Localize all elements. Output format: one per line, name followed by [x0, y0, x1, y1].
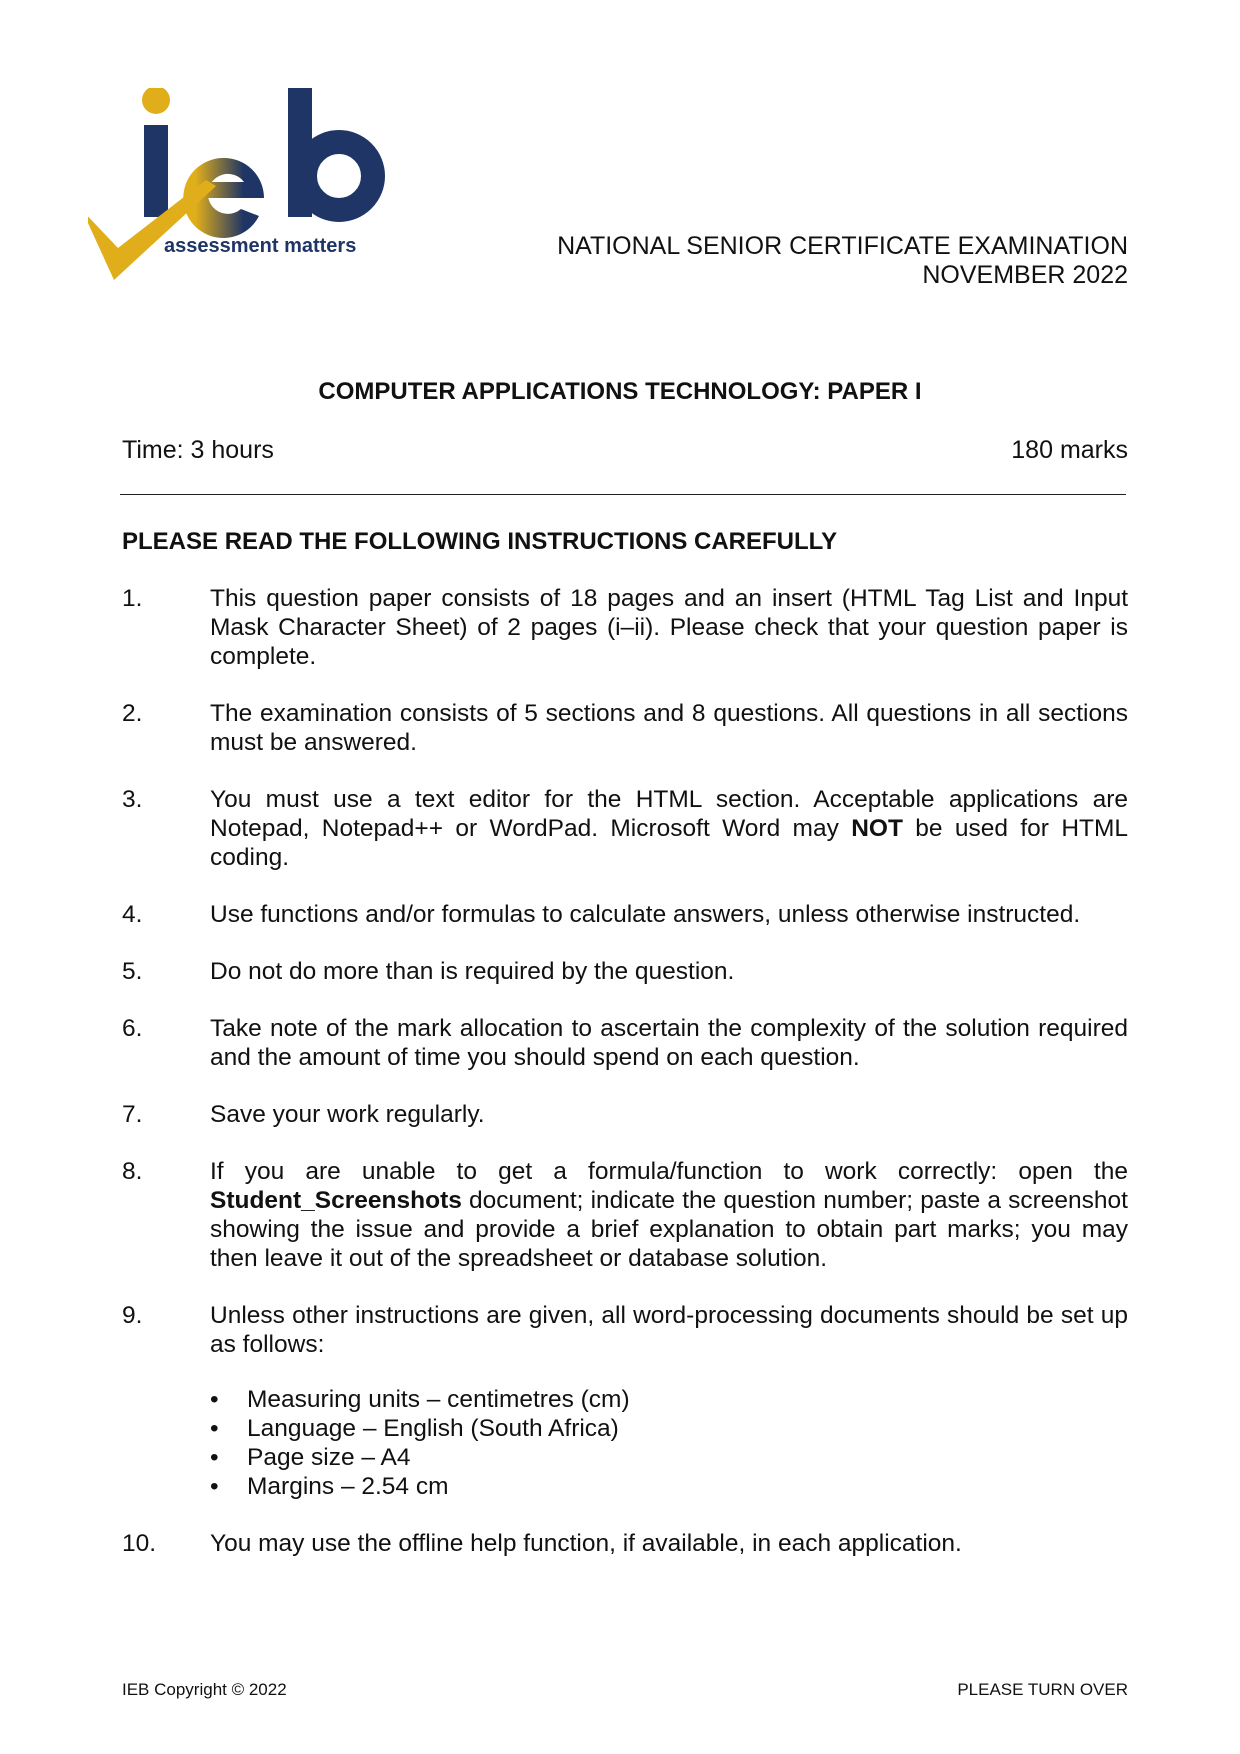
paper-title: COMPUTER APPLICATIONS TECHNOLOGY: PAPER I	[318, 378, 922, 405]
instruction-item	[122, 1157, 1128, 1273]
divider	[120, 494, 1126, 495]
copyright: IEB Copyright © 2022	[122, 1680, 287, 1699]
time-allowed: Time: 3 hours	[122, 436, 274, 464]
total-marks: 180 marks	[1011, 436, 1128, 464]
exam-header	[557, 232, 1128, 290]
logo-i-stem	[144, 125, 168, 217]
ieb-logo-graphic	[88, 88, 438, 318]
item-text-part: document; indicate the question number; paste a screenshot showing the issue and provide a brief explanation to obtain part marks; you may then leave it out of the spreadsheet or database solution.	[210, 1187, 1128, 1272]
instructions-list	[122, 584, 1128, 1586]
item-number: 5.	[122, 958, 143, 985]
bullet-icon: •	[210, 1473, 219, 1500]
list-item-text: Measuring units – centimetres (cm)	[247, 1386, 630, 1413]
item-text: Take note of the mark allocation to ascertain the complexity of the solution required and the amount of time you should spend on each question.	[210, 1015, 1128, 1071]
bullet-icon: •	[210, 1415, 219, 1442]
item-text	[210, 1301, 1128, 1501]
instruction-item	[122, 957, 1128, 986]
item-number: 10.	[122, 1530, 157, 1557]
instruction-item	[122, 900, 1128, 929]
instruction-item	[122, 1100, 1128, 1129]
item-text: You may use the offline help function, if available, in each application.	[210, 1530, 962, 1557]
bullet-icon: •	[210, 1386, 219, 1413]
ieb-logo	[88, 88, 438, 318]
instruction-item	[122, 1529, 1128, 1558]
item-number: 9.	[122, 1302, 143, 1329]
instruction-item	[122, 584, 1128, 671]
instruction-item	[122, 785, 1128, 872]
list-item-text: Language – English (South Africa)	[247, 1415, 619, 1442]
list-item	[210, 1414, 1128, 1443]
settings-list	[210, 1385, 1128, 1501]
instruction-item	[122, 1014, 1128, 1072]
item-text: Save your work regularly.	[210, 1101, 485, 1128]
list-item	[210, 1443, 1128, 1472]
instructions-heading: PLEASE READ THE FOLLOWING INSTRUCTIONS CAREFULLY	[122, 528, 838, 555]
item-text: Do not do more than is required by the question.	[210, 958, 735, 985]
list-item	[210, 1385, 1128, 1414]
item-text: Use functions and/or formulas to calculate answers, unless otherwise instructed.	[210, 901, 1081, 928]
exam-name: NATIONAL SENIOR CERTIFICATE EXAMINATION	[557, 232, 1128, 260]
instruction-item	[122, 1301, 1128, 1501]
list-item-text: Page size – A4	[247, 1444, 411, 1471]
turn-over-note: PLEASE TURN OVER	[957, 1680, 1128, 1699]
item-text-intro: Unless other instructions are given, all word-processing documents should be set up as follows:	[210, 1302, 1128, 1358]
item-number: 2.	[122, 700, 143, 727]
item-text	[210, 1157, 1128, 1273]
logo-dot	[142, 88, 170, 114]
instruction-item	[122, 699, 1128, 757]
item-number: 4.	[122, 901, 143, 928]
list-item	[210, 1472, 1128, 1501]
item-text-part: You must use a text editor for the HTML section. Acceptable applications are Notepad, Notepad++ or WordPad. Microsoft Word may	[210, 786, 1128, 842]
item-text-emphasis: Student_Screenshots	[210, 1187, 462, 1214]
item-text: The examination consists of 5 sections and 8 questions. All questions in all sections must be answered.	[210, 700, 1128, 756]
item-text	[210, 785, 1128, 872]
item-number: 3.	[122, 786, 143, 813]
item-number: 6.	[122, 1015, 143, 1042]
item-number: 8.	[122, 1158, 143, 1185]
item-text-part: be used for HTML coding.	[210, 815, 1129, 871]
item-number: 1.	[122, 585, 143, 612]
logo-b-bowl	[305, 142, 373, 210]
exam-date: NOVEMBER 2022	[922, 261, 1128, 289]
item-text-emphasis: NOT	[851, 815, 903, 842]
list-item-text: Margins – 2.54 cm	[247, 1473, 449, 1500]
item-text-part: If you are unable to get a formula/function to work correctly: open the	[210, 1158, 1128, 1185]
item-number: 7.	[122, 1101, 143, 1128]
item-text: This question paper consists of 18 pages and an insert (HTML Tag List and Input Mask Character Sheet) of 2 pages (i–ii). Please check that your question paper is complete.	[210, 585, 1128, 670]
bullet-icon: •	[210, 1444, 219, 1471]
logo-tagline: assessment matters	[164, 235, 357, 257]
